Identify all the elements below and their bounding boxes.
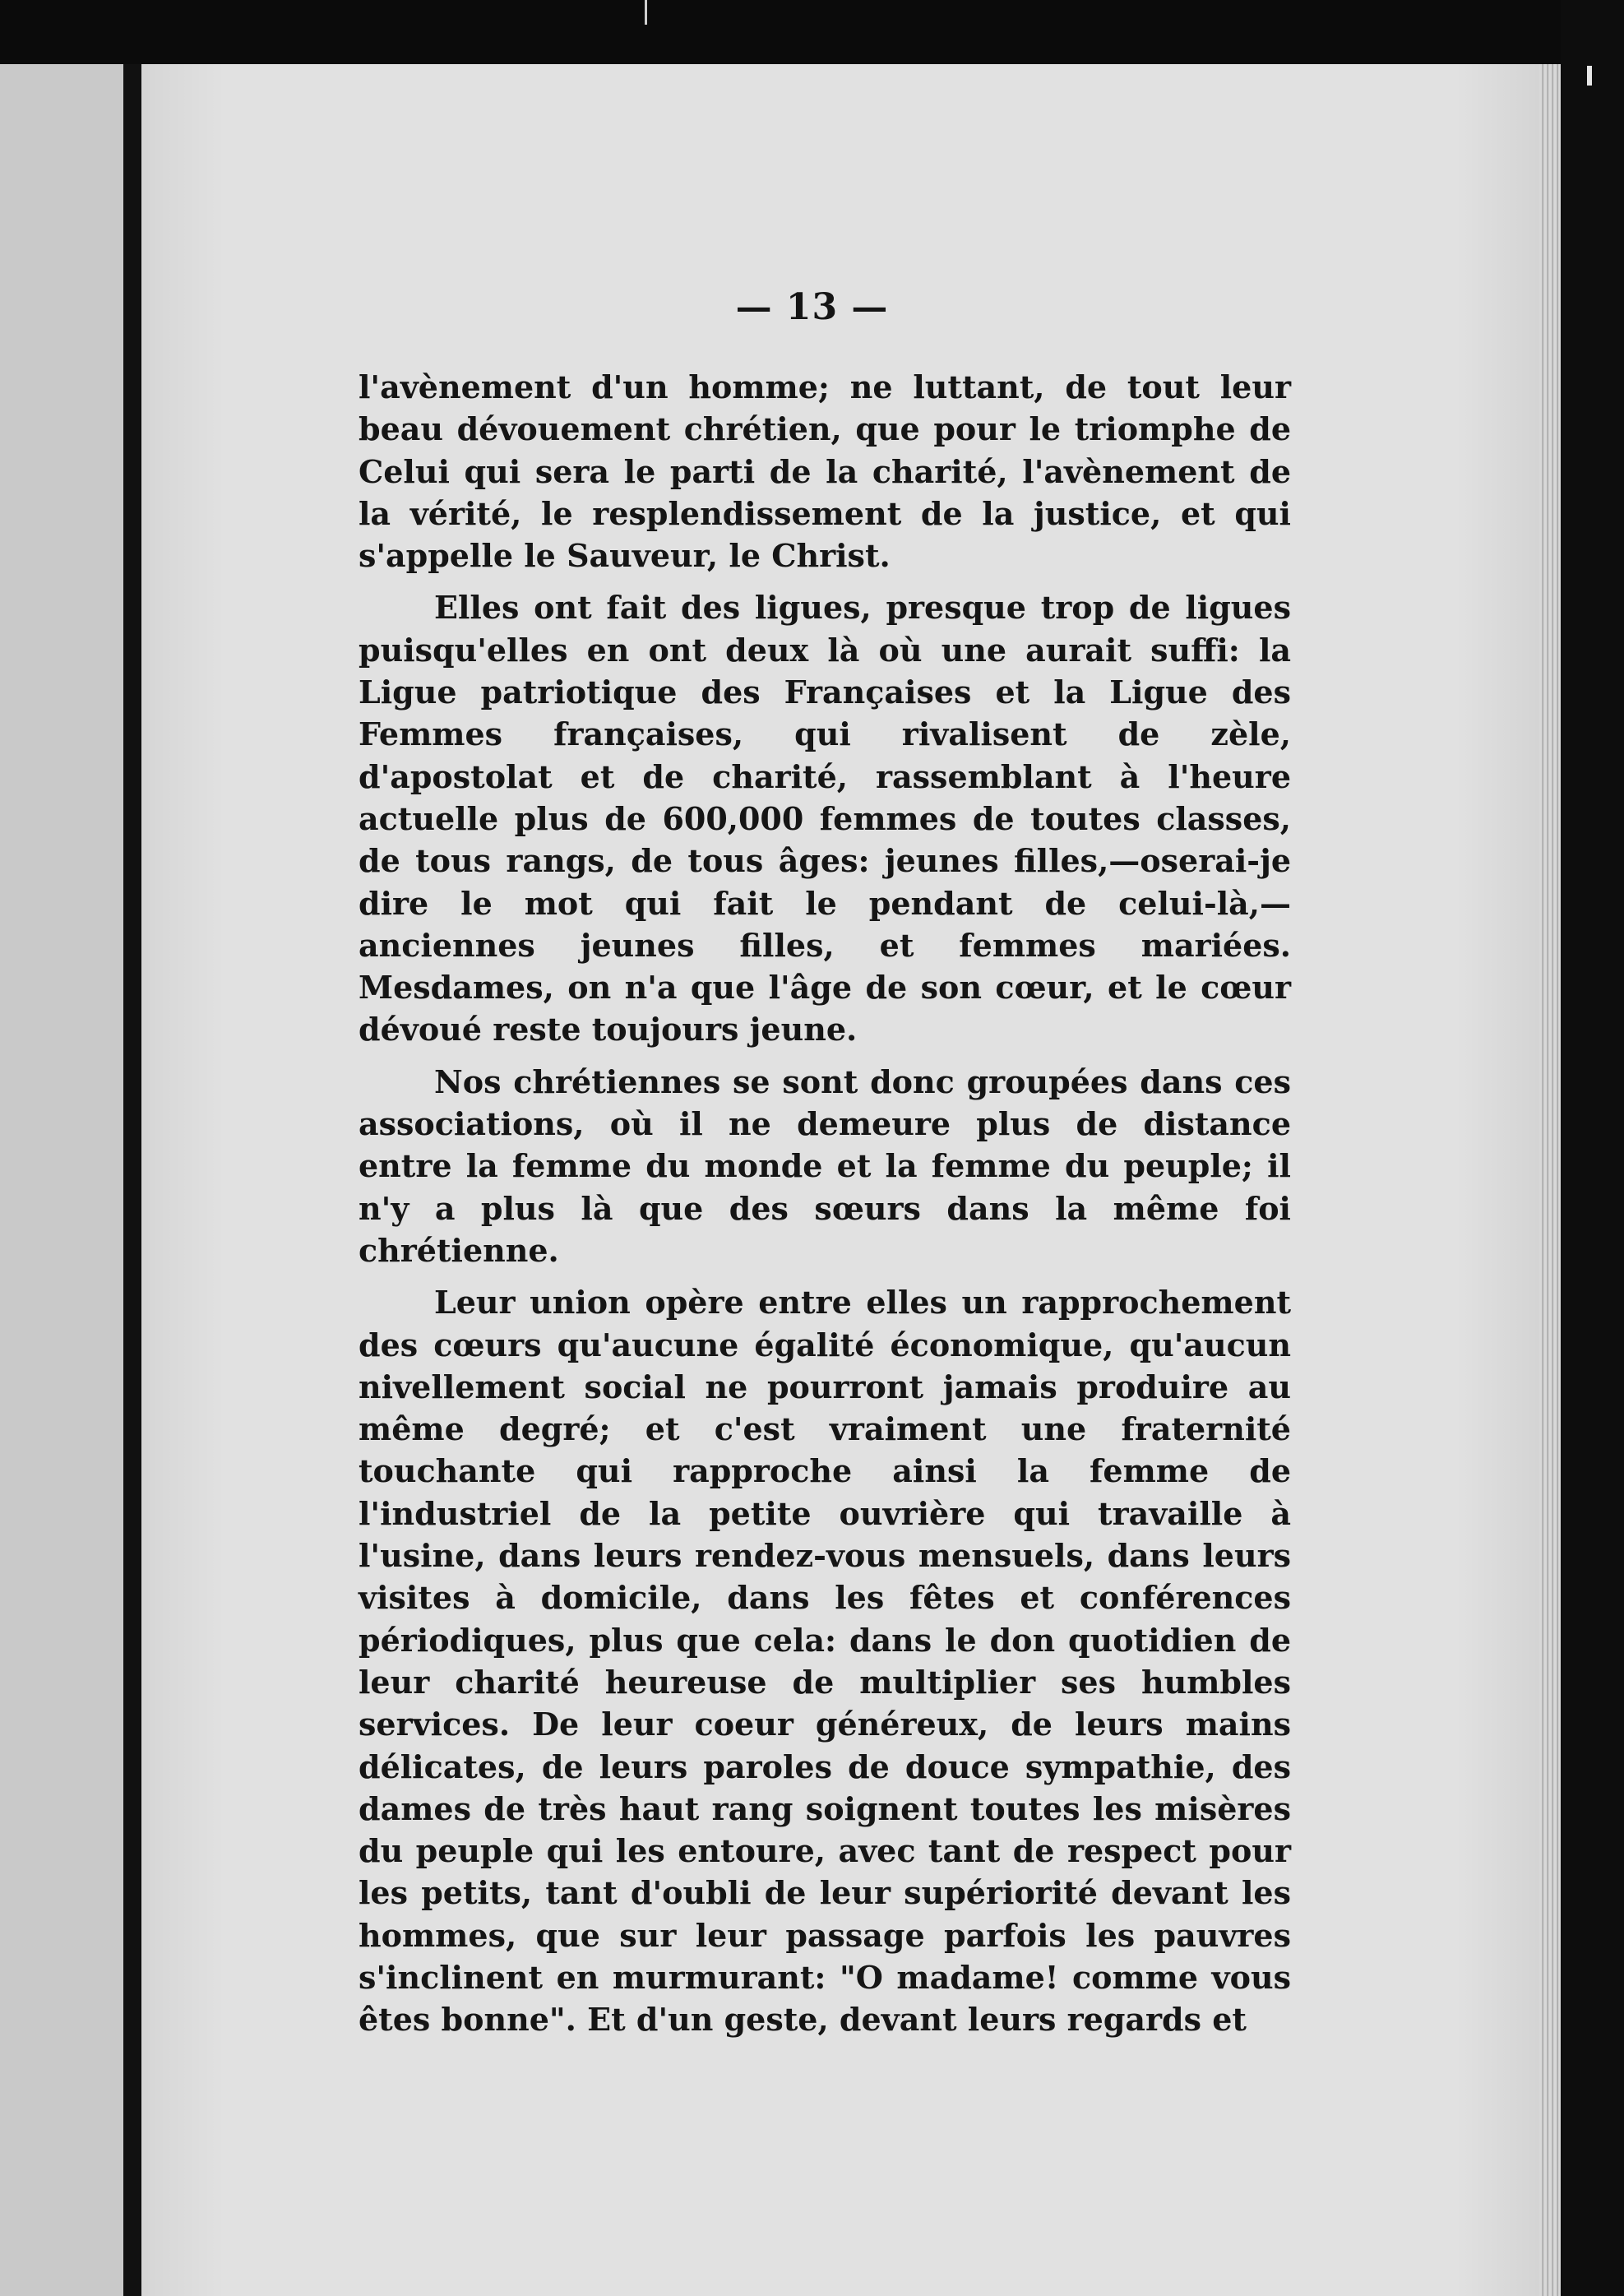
book-gutter: [123, 64, 141, 2296]
scan-mark-right: [1587, 66, 1592, 86]
scan-mark-top: [645, 0, 647, 25]
body-text: [359, 366, 1291, 2041]
scanner-background: [1561, 0, 1624, 2296]
paragraph: Elles ont fait des ligues, presque trop de ligues puisqu'elles en ont deux là où une aurait suffi: la Ligue patriotique des Françaises et la Ligue des Femmes françaises, qui rivalisent de zèle, d'apostolat et de charité, rassemblant à l'heure actuelle plus de 600,000 femmes de toutes classes, de tous rangs, de tous âges: jeunes filles,—oserai-je dire le mot qui fait le pendant de celui-là,—anciennes jeunes filles, et femmes mariées. Mesdames, on n'a que l'âge de son cœur, et le cœur dévoué reste toujours jeune.: [359, 589, 1291, 1048]
page-number: — 13 —: [735, 286, 889, 328]
page-edges: [1539, 64, 1561, 2296]
paragraph: Nos chrétiennes se sont donc groupées dans ces associations, où il ne demeure plus de distance entre la femme du monde et la femme du peuple; il n'y a plus là que des sœurs dans la même foi chrétienne.: [359, 1062, 1291, 1269]
paragraph: Leur union opère entre elles un rapprochement des cœurs qu'aucune égalité économique, qu'aucun nivellement social ne pourront jamais produire au même degré; et c'est vraiment une fraternité touchante qui rapproche ainsi la femme de l'industriel de la petite ouvrière qui travaille à l'usine, dans leurs rendez-vous mensuels, dans leurs visites à domicile, dans les fêtes et conférences périodiques, plus que cela: dans le don quotidien de leur charité heureuse de multiplier ses humbles services. De leur coeur généreux, de leurs mains délicates, de leurs paroles de douce sympathie, des dames de très haut rang soignent toutes les misères du peuple qui les entoure, avec tant de respect pour les petits, tant d'oubli de leur supériorité devant les hommes, que sur leur passage parfois les pauvres s'inclinent en murmurant: "O madame! comme vous êtes bonne". Et d'un geste, devant leurs regards et: [359, 1284, 1291, 2039]
facing-page-edge: [0, 64, 123, 2296]
paragraph: l'avènement d'un homme; ne luttant, de tout leur beau dévouement chrétien, que pour le triomphe de Celui qui sera le parti de la charité, l'avènement de la vérité, le resplendissement de la justice, et qui s'appelle le Sauveur, le Christ.: [359, 368, 1291, 575]
